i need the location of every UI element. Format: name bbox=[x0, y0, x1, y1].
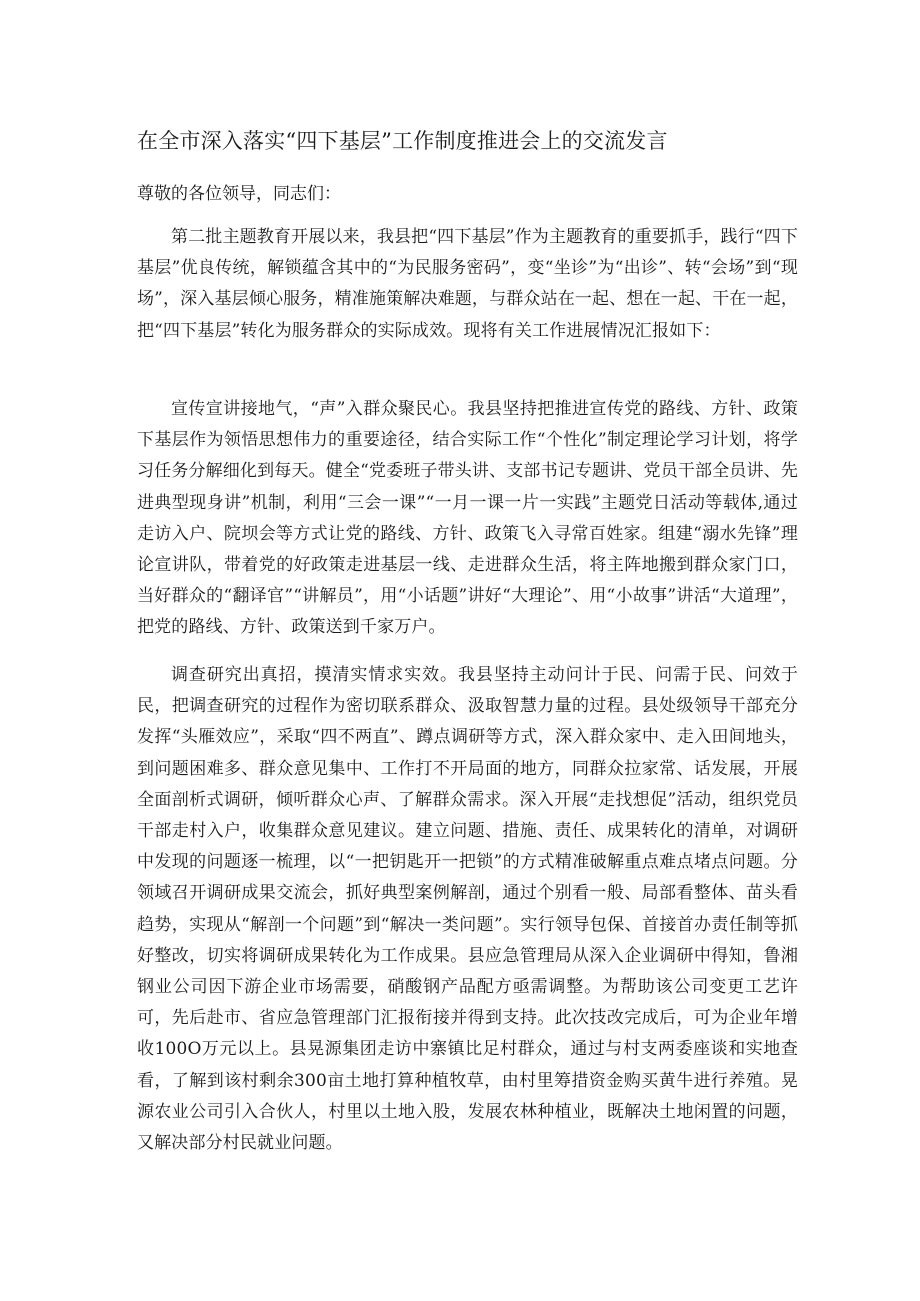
document-title: 在全市深入落实“四下基层”工作制度推进会上的交流发言 bbox=[137, 129, 668, 153]
salutation: 尊敬的各位领导，同志们： bbox=[137, 184, 341, 204]
paragraph-intro: 第二批主题教育开展以来，我县把“四下基层”作为主题教育的重要抓手，践行“四下基层”优良传统，解锁蕴含其中的“为民服务密码”，变“坐诊”为“出诊”、转“会场”到“现场”，深入基层倾心服务，精准施策解决难题，与群众站在一起、想在一起、干在一起，把“四下基层”转化为服务群众的实际成效。现将有关工作进展情况汇报如下： bbox=[137, 227, 798, 341]
paragraph-publicity: 宣传宣讲接地气，“声”入群众聚民心。我县坚持把推进宣传党的路线、方针、政策下基层作为领悟思想伟力的重要途径，结合实际工作“个性化”制定理论学习计划，将学习任务分解细化到每天。健全“党委班子带头讲、支部书记专题讲、党员干部全员讲、先进典型现身讲”机制，利用“三会一课”“一月一课一片一实践”主题党日活动等载体,通过走访入户、院坝会等方式让党的路线、方针、政策飞入寻常百姓家。组建“溺水先锋”理论宣讲队，带着党的好政策走进基层一线、走进群众生活，将主阵地搬到群众家门口，当好群众的“翻译官”“讲解员”，用“小话题”讲好“大理论”、用“小故事”讲活“大道理”，把党的路线、方针、政策送到千家万户。 bbox=[137, 399, 798, 638]
paragraph-research: 调查研究出真招，摸清实情求实效。我县坚持主动问计于民、问需于民、问效于民，把调查研究的过程作为密切联系群众、汲取智慧力量的过程。县处级领导干部充分发挥“头雁效应”，采取“四不两直”、蹲点调研等方式，深入群众家中、走入田间地头，到问题困难多、群众意见集中、工作打不开局面的地方，同群众拉家常、话发展，开展全面剖析式调研，倾听群众心声、了解群众需求。深入开展“走找想促”活动，组织党员干部走村入户，收集群众意见建议。建立问题、措施、责任、成果转化的清单，对调研中发现的问题逐一梳理，以“一把钥匙开一把锁”的方式精准破解重点难点堵点问题。分领域召开调研成果交流会，抓好典型案例解剖，通过个别看一般、局部看整体、苗头看趋势，实现从“解剖一个问题”到“解决一类问题”。实行领导包保、首接首办责任制等抓好整改，切实将调研成果转化为工作成果。县应急管理局从深入企业调研中得知，鲁湘钢业公司因下游企业市场需要，硝酸钢产品配方亟需调整。为帮助该公司变更工艺许可，先后赴市、省应急管理部门汇报衔接并得到支持。此次技改完成后，可为企业年增收100O万元以上。县晃源集团走访中寨镇比足村群众，通过与村支两委座谈和实地查看，了解到该村剩余300亩土地打算种植牧草，由村里筹措资金购买黄牛进行养殖。晃源农业公司引入合伙人，村里以土地入股，发展农林种植业，既解决土地闲置的问题，又解决部分村民就业问题。 bbox=[137, 665, 798, 1154]
